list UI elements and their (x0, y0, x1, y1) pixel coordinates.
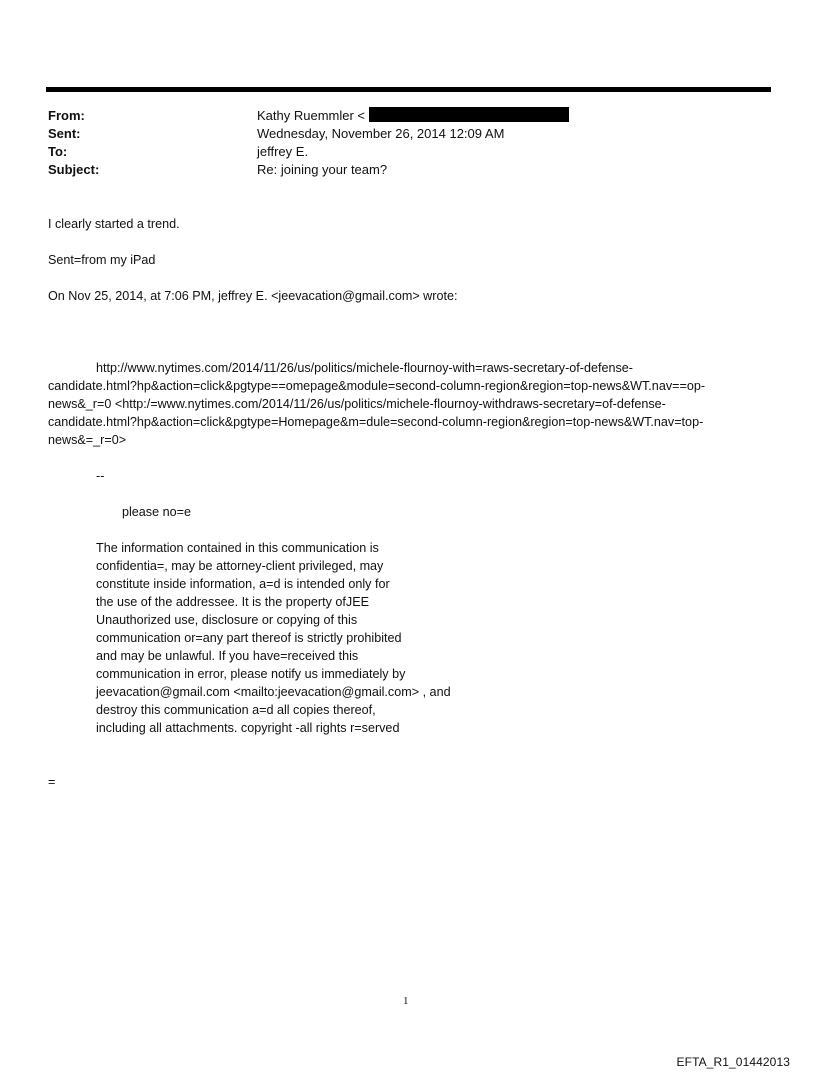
sent-label: Sent: (48, 126, 81, 141)
subject-value: Re: joining your team? (257, 162, 388, 177)
from-sender: Kathy Ruemmler < (257, 108, 366, 123)
disclaimer-line: jeevacation@gmail.com <mailto:jeevacation@gmail.com> , and (96, 685, 451, 699)
url-line: news&_r=0 <http:/=www.nytimes.com/2014/11/26/us/politics/michele-flournoy-withdraws-secretary=of-defense- (48, 397, 666, 411)
quote-intro: On Nov 25, 2014, at 7:06 PM, jeffrey E. <jeevacation@gmail.com> wrote: (48, 289, 458, 303)
disclaimer-line: destroy this communication a=d all copies thereof, (96, 703, 376, 717)
sent-value: Wednesday, November 26, 2014 12:09 AM (257, 126, 505, 141)
url-line: candidate.html?hp&action=click&pgtype==omepage&module=second-column-region&region=top-news&WT.nav==op- (48, 379, 706, 393)
disclaimer-line: Unauthorized use, disclosure or copying of this (96, 613, 358, 627)
header-rule (46, 87, 771, 92)
page-number: 1 (403, 995, 409, 1007)
body-line-1: I clearly started a trend. (48, 217, 180, 231)
redaction-bar (369, 107, 569, 122)
disclaimer-line: communication or=any part thereof is strictly prohibited (96, 631, 402, 645)
signature-separator: -- (96, 469, 105, 483)
disclaimer-line: confidentia=, may be attorney-client privileged, may (96, 559, 384, 573)
disclaimer-line: including all attachments. copyright -all rights r=served (96, 721, 400, 735)
confidentiality-disclaimer (96, 539, 451, 737)
trailing-equals: = (48, 775, 56, 789)
url-line: candidate.html?hp&action=click&pgtype=Homepage&m=dule=second-column-region&region=top-news&WT.nav=top- (48, 415, 704, 429)
please-note: please no=e (122, 505, 191, 519)
disclaimer-line: the use of the addressee. It is the property ofJEE (96, 595, 370, 609)
to-value: jeffrey E. (257, 144, 309, 159)
body-line-2: Sent=from my iPad (48, 253, 156, 267)
url-line: http://www.nytimes.com/2014/11/26/us/politics/michele-flournoy-with=raws-secretary-of-defense- (96, 361, 633, 375)
disclaimer-line: The information contained in this communication is (96, 541, 379, 555)
disclaimer-line: and may be unlawful. If you have=received this (96, 649, 359, 663)
disclaimer-line: communication in error, please notify us immediately by (96, 667, 406, 681)
url-line: news&=_r=0> (48, 433, 127, 447)
subject-label: Subject: (48, 162, 100, 177)
to-label: To: (48, 144, 68, 159)
bates-number: EFTA_R1_01442013 (676, 1055, 790, 1069)
quoted-url-block (48, 359, 772, 449)
from-value (257, 107, 569, 125)
disclaimer-line: constitute inside information, a=d is intended only for (96, 577, 390, 591)
from-label: From: (48, 108, 85, 123)
